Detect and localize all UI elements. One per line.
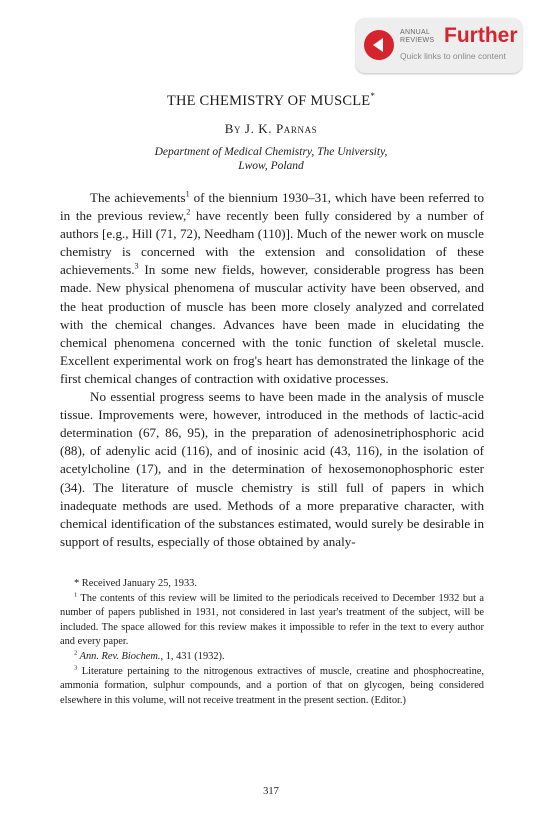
footnote-2-text: , 1, 431 (1932). xyxy=(160,651,225,663)
title-footnote-mark: * xyxy=(370,91,376,102)
p1-text-d: In some new fields, however, considerable progress has been made. New physical phenomena of muscular activity have been observed, and the heat production of muscle has been more closely analyzed and correlated with the chemical changes. Advances have been made in elucidating the chemical phenomena concerned with the tonic function of skeletal muscle. Excellent experimental work on frog's heart has demonstrated the linkage of the first chemical changes of contraction with oxidative processes. xyxy=(60,262,484,386)
footnote-2 xyxy=(60,650,484,664)
badge-subtitle: Quick links to online content xyxy=(400,51,506,61)
footnote-1-mark: 1 xyxy=(74,591,78,599)
footnote-ref-2: 2 xyxy=(186,207,191,217)
affiliation-line-1: Department of Medical Chemistry, The University, xyxy=(154,146,388,158)
footnote-ref-1: 1 xyxy=(185,189,190,199)
footnote-3-mark: 3 xyxy=(74,664,78,672)
footnotes xyxy=(60,577,484,708)
author-affiliation xyxy=(0,145,542,173)
footnote-3 xyxy=(60,665,484,708)
p1-text-c: have recently been fully considered by a number of authors [e.g., Hill (71, 72), Needham (110)]. Much of the newer work on muscle chemistry is concerned with the extension and consolidation of these achievements. xyxy=(60,208,484,278)
footnote-1 xyxy=(60,592,484,649)
body-paragraph-2: No essential progress seems to have been made in the analysis of muscle tissue. Improvements were, however, introduced in the methods of lactic-acid determination (67, 86, 95), in the preparation of adenosinetriphosphoric acid (88), of adenylic acid (116), and of inosinic acid (43, 116), in the isolation of acetylcholine (17), and in the determination of hexosemonophosphoric ester (34). The literature of muscle chemistry is still full of papers in which inadequate methods are used. Methods of a more preparative character, with chemical identification of the substances estimated, would surely be desirable in support of results, especially of those obtained by analy- xyxy=(60,389,484,549)
footnote-received xyxy=(60,577,484,591)
received-text: Received January 25, 1933. xyxy=(79,578,197,589)
article-author: By J. K. Parnas xyxy=(224,121,318,136)
article-title xyxy=(0,93,542,110)
received-mark: * xyxy=(74,578,80,589)
body-paragraph-1 xyxy=(60,189,484,388)
further-links-badge[interactable] xyxy=(356,18,522,73)
footnote-1-text: The contents of this review will be limited to the periodicals received to December 1932 but a number of papers published in 1931, not considered in last year's treatment of the subject, will be included. The space allowed for this review makes it impossible to refer in the text to every author and every paper. xyxy=(60,593,484,647)
article-title-text: THE CHEMISTRY OF MUSCLE xyxy=(166,93,371,109)
p1-text-b: of the biennium 1930–31, which have been referred to in the previous review, xyxy=(60,190,484,224)
badge-reviews-text: REVIEWS xyxy=(400,37,435,44)
page-number: 317 xyxy=(263,786,279,797)
footnote-2-journal: Ann. Rev. Biochem. xyxy=(77,651,161,663)
badge-annual-text: ANNUAL xyxy=(400,29,431,36)
affiliation-line-2: Lwow, Poland xyxy=(238,160,304,172)
article-body xyxy=(60,189,484,551)
footnote-3-text: Literature pertaining to the nitrogenous extractives of muscle, creatine and phosphocreatine, ammonia formation, sulphur compounds, and a portion of that on glycogen, being considered elsewhere in this volume, will not receive treatment in the present section. (Editor.) xyxy=(60,666,484,706)
badge-further-text: Further xyxy=(444,24,518,47)
badge-publisher-label xyxy=(400,29,434,45)
footnote-ref-3: 3 xyxy=(134,262,139,272)
p1-text-a: The achievements xyxy=(90,190,186,205)
footnote-2-mark: 2 xyxy=(74,649,78,657)
play-back-arrow-icon xyxy=(364,30,394,60)
